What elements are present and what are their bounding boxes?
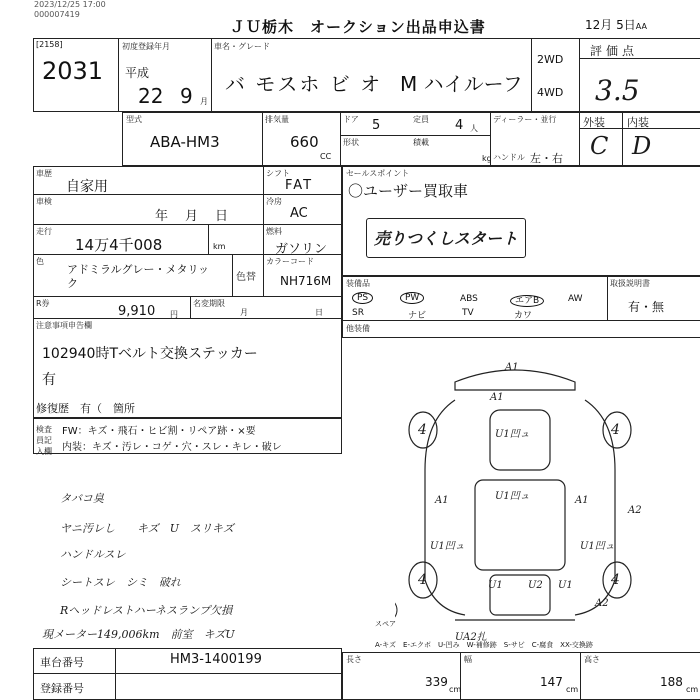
length-value: 339 [425,675,448,689]
owner-manual-label: 取扱説明書 [610,279,650,288]
color-code-label: 色替 [236,272,256,283]
width-unit: cm [566,685,579,694]
name-change-day-unit: 日 [315,308,323,317]
lot-sub-id: [2158] [36,40,63,49]
repair-history-value: 有（ 箇所 [80,402,135,415]
equip-sr: SR [352,308,364,318]
damage-a1-hood: A1 [490,392,504,403]
equip-airbag [510,293,544,306]
usage-label: 車歴 [36,169,52,178]
equipment-label: 装備品 [346,279,370,288]
doors-label: ドア [343,115,359,124]
first-reg-era: 平成 [125,66,150,80]
scan-stamp: 2023/12/25 17:00 [34,0,106,9]
sales-point-line1: 〇ユーザー買取車 [348,182,469,200]
equip-ps [352,293,373,303]
doors-value: 5 [372,118,381,133]
damage-a2-right: A2 [628,505,642,516]
capacity-label: 定員 [413,115,429,124]
date-ampm: AA [635,22,647,31]
date-day: 5 [616,18,624,32]
chassis-value: HM3-1400199 [170,652,262,667]
damage-a1-front: A1 [505,362,519,373]
recycle-label: R券 [36,299,50,308]
chassis-label: 車台番号 [40,656,84,669]
displacement-unit: CC [320,152,332,161]
model-value: ABA-HM3 [150,133,220,151]
damage-a1-right: A1 [575,495,589,506]
left-info-grid [33,166,342,418]
displacement-label: 排気量 [265,115,289,124]
damage-u1-rear-left: U1 [488,580,503,591]
length-label: 長さ [346,655,362,664]
repair-history-label: 修復歴 [36,402,69,415]
capacity-unit: 人 [470,124,478,133]
mileage-label: 走行 [36,227,52,236]
usage-value: 自家用 [66,179,108,195]
car-name-label: 車名・グレード [214,42,270,51]
aircon-label: 冷房 [266,197,282,206]
spare-label: スペア [375,620,396,628]
tire-front-left: 4 [418,422,427,438]
color-value: アドミラルグレー・メタリック [67,263,210,290]
interior-score: D [632,132,652,160]
load-label: 積載 [413,138,429,147]
remark-3: ハンドルスレ [60,548,126,561]
score-label: 評価点 [590,44,639,58]
damage-ua2-bumper: UA2扎 [455,632,487,643]
equip-pw-label: PW [400,292,424,304]
score-value: 3.5 [595,74,640,107]
equip-navi: ナビ [408,311,427,321]
recycle-unit: 円 [170,310,178,319]
equip-aw: AW [568,294,583,304]
model-label: 型式 [126,115,142,124]
recycle-amount: 9,910 [118,304,156,319]
name-change-label: 名変期限 [193,299,225,308]
sales-point-label: セールスポイント [346,169,410,178]
inspection-year-unit: 年 [155,209,169,224]
tire-rear-left: 4 [418,572,427,588]
remark-4: シートスレ シミ 破れ [60,576,181,589]
inspector-interior-line: 内装：キズ・汚レ・コゲ・穴・スレ・キレ・破レ [62,442,282,453]
capacity-value: 4 [455,118,464,133]
date [585,16,647,33]
footer-right [342,652,700,700]
other-equipment-label: 他装備 [346,324,370,333]
inspector-label: 検査員記入欄 [36,425,52,456]
equip-tv: TV [462,308,474,318]
lot-number: 2031 [42,57,104,85]
height-label: 高さ [584,655,600,664]
tire-front-right: 4 [611,422,620,438]
date-month: 12 [585,18,601,32]
damage-legend: A-キズ E-エクボ U-凹み W-補修跡 S-サビ C-腐食 XX-交換跡 [375,641,593,649]
damage-u1-windshield: U1凹ュ [495,429,530,440]
notes-label: 注意事項申告欄 [36,321,92,330]
equip-leather: カワ [514,311,533,321]
shift-value: FAT [285,178,314,193]
damage-u1-right-rear: U1凹ュ [580,541,615,552]
mileage-value: 14万4千008 [75,236,163,254]
car-name: バ モスホ ビ オ [225,72,383,96]
equip-abs: ABS [460,294,478,304]
sales-point-stamp: 売りつくしスタート [374,229,519,248]
drive-2wd: 2WD [537,53,564,66]
fuel-value: ガソリン [275,242,328,257]
first-reg-month-unit: 月 [200,97,208,106]
equip-ps-label: PS [352,292,373,304]
width-label: 幅 [464,655,472,664]
displacement-value: 660 [290,133,319,151]
first-reg-label: 初度登録年月 [122,42,170,51]
interior-label: 内装 [627,116,649,129]
color-code-title: カラーコード [266,257,314,266]
height-value: 188 [660,675,683,689]
fuel-label: 燃料 [266,227,282,236]
name-change-month-unit: 月 [240,308,248,317]
width-value: 147 [540,675,563,689]
shape-label: 形状 [343,138,359,147]
drive-4wd: 4WD [537,86,564,99]
damage-u1-rear-right: U1 [558,580,573,591]
inspection-label: 車検 [36,197,52,206]
color-code-value: NH716M [280,274,332,288]
date-month-unit: 月 [600,18,613,32]
reg-label: 登録番号 [40,682,84,695]
notes-line1: 102940時Tベルト交換ステッカー [42,346,258,362]
tire-rear-right: 4 [611,572,620,588]
inspection-day-unit: 日 [215,209,229,224]
color-label: 色 [36,257,44,266]
date-day-unit: 日 [623,18,636,32]
load-unit: kg [482,154,492,163]
remark-2: ヤニ汚レし キズ U スリキズ [60,522,234,535]
inspection-month-unit: 月 [185,209,199,224]
remark-6: 現メーター149,006km 前室 キズU [42,628,235,641]
damage-u1-roof: U1凹ュ [495,491,530,502]
length-unit: cm [449,685,462,694]
doc-id-stamp: 000007419 [34,10,80,19]
damage-a1-left: A1 [435,495,449,506]
equip-pw [400,293,424,303]
handle-label: ハンドル [493,153,525,162]
handle-value: 左・右 [530,152,563,165]
first-reg-year: 22 [138,84,164,108]
height-unit: cm [686,685,699,694]
remark-5: Rヘッドレストハーネスランプ欠損 [60,604,233,617]
first-reg-month: 9 [180,84,193,108]
damage-a2-rear-right: A2 [595,598,609,609]
shift-label: シフト [266,169,290,178]
dealer-label: ディーラー・並行 [493,115,557,124]
car-grade: M ハイルーフ [400,72,523,96]
damage-u2-rear: U2 [528,580,543,591]
equip-airbag-label: エアB [510,295,544,307]
owner-manual-value: 有・無 [628,300,665,314]
inspector-fw-line: FW：キズ・飛石・ヒビ割・リペア跡・×要 [62,426,256,437]
aircon-value: AC [290,206,308,221]
exterior-label: 外装 [583,116,605,129]
exterior-score: C [590,132,609,160]
remark-1: タバコ臭 [60,492,104,505]
mileage-unit: km [213,242,226,251]
notes-line2: 有 [42,372,56,388]
page-title: ＪＵ栃木 オークション出品申込書 [230,18,486,36]
damage-u1-left-rear: U1凹ュ [430,541,465,552]
